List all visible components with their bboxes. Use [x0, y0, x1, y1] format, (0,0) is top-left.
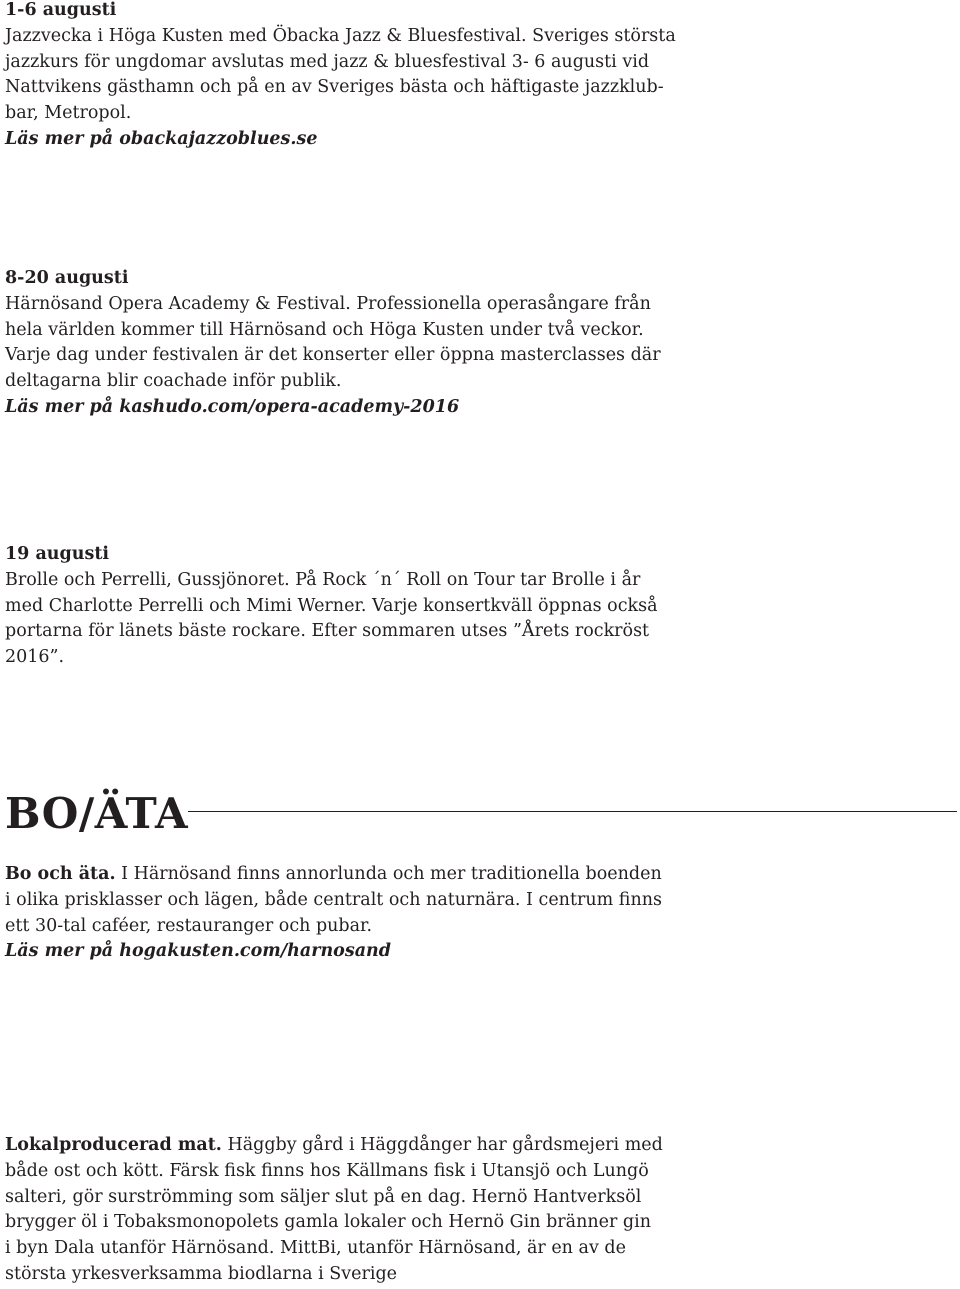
- event-text-line: Varje dag under festivalen är det konserter eller öppna masterclasses där: [5, 345, 661, 366]
- event-text-line: Nattvikens gästhamn och på en av Sveriges bästa och häftigaste jazzklub-: [5, 77, 664, 98]
- event-rock: [5, 542, 658, 671]
- event-text-line: Härnösand Opera Academy & Festival. Professionella operasångare från: [5, 293, 651, 314]
- local-food-text-line: i byn Dala utanför Härnösand. MittBi, utanför Härnösand, är en av de: [5, 1238, 626, 1259]
- event-text-line: jazzkurs för ungdomar avslutas med jazz & bluesfestival 3- 6 augusti vid: [5, 51, 650, 72]
- stay-link[interactable]: Läs mer på hogakusten.com/harnosand: [5, 941, 391, 962]
- heading-rule: [188, 811, 957, 812]
- local-food-text-line: brygger öl i Tobaksmonopolets gamla lokaler och Hernö Gin bränner gin: [5, 1212, 651, 1233]
- event-opera: [5, 266, 661, 421]
- event-text-line: hela världen kommer till Härnösand och Höga Kusten under två veckor.: [5, 319, 644, 340]
- event-text-line: bar, Metropol.: [5, 103, 132, 124]
- local-food-text-line: salteri, gör surströmming som säljer slut på en dag. Hernö Hantverksöl: [5, 1186, 642, 1207]
- section-heading: BO/ÄTA: [5, 789, 189, 838]
- event-jazz: [5, 0, 676, 153]
- event-link[interactable]: Läs mer på obackajazzoblues.se: [5, 128, 318, 149]
- event-text-line: portarna för länets bäste rockare. Efter sommaren utses ”Årets rockröst: [5, 621, 650, 642]
- local-food-paragraph: [5, 1133, 663, 1288]
- event-text-line: 2016”.: [5, 647, 65, 668]
- event-text-line: Jazzvecka i Höga Kusten med Öbacka Jazz & Bluesfestival. Sveriges största: [5, 25, 676, 46]
- local-food-text-line: största yrkesverksamma biodlarna i Sverige: [5, 1263, 398, 1284]
- stay-text-line: i olika prisklasser och lägen, både centralt och naturnära. I centrum finns: [5, 889, 662, 910]
- event-text-line: Brolle och Perrelli, Gussjönoret. På Rock ´n´ Roll on Tour tar Brolle i år: [5, 569, 641, 590]
- event-date: 1-6 augusti: [5, 0, 117, 20]
- event-text-line: deltagarna blir coachade inför publik.: [5, 371, 342, 392]
- stay-paragraph: [5, 862, 662, 965]
- stay-lead: Bo och äta.: [5, 864, 116, 884]
- event-date: 19 augusti: [5, 544, 110, 564]
- local-food-first-line-text: Häggby gård i Häggdånger har gårdsmejeri med: [221, 1135, 663, 1155]
- local-food-first-line: [5, 1133, 663, 1159]
- event-text-line: med Charlotte Perrelli och Mimi Werner. Varje konsertkväll öppnas också: [5, 595, 658, 616]
- local-food-lead: Lokalproducerad mat.: [5, 1135, 222, 1155]
- stay-text-line: ett 30-tal caféer, restauranger och pubar.: [5, 915, 373, 936]
- local-food-text-line: både ost och kött. Färsk fisk finns hos Källmans fisk i Utansjö och Lungö: [5, 1160, 649, 1181]
- section-heading-row: [5, 788, 957, 848]
- event-date: 8-20 augusti: [5, 268, 129, 288]
- stay-first-line: [5, 862, 662, 888]
- stay-first-line-text: I Härnösand finns annorlunda och mer traditionella boenden: [115, 864, 662, 884]
- event-link[interactable]: Läs mer på kashudo.com/opera-academy-2016: [5, 396, 460, 417]
